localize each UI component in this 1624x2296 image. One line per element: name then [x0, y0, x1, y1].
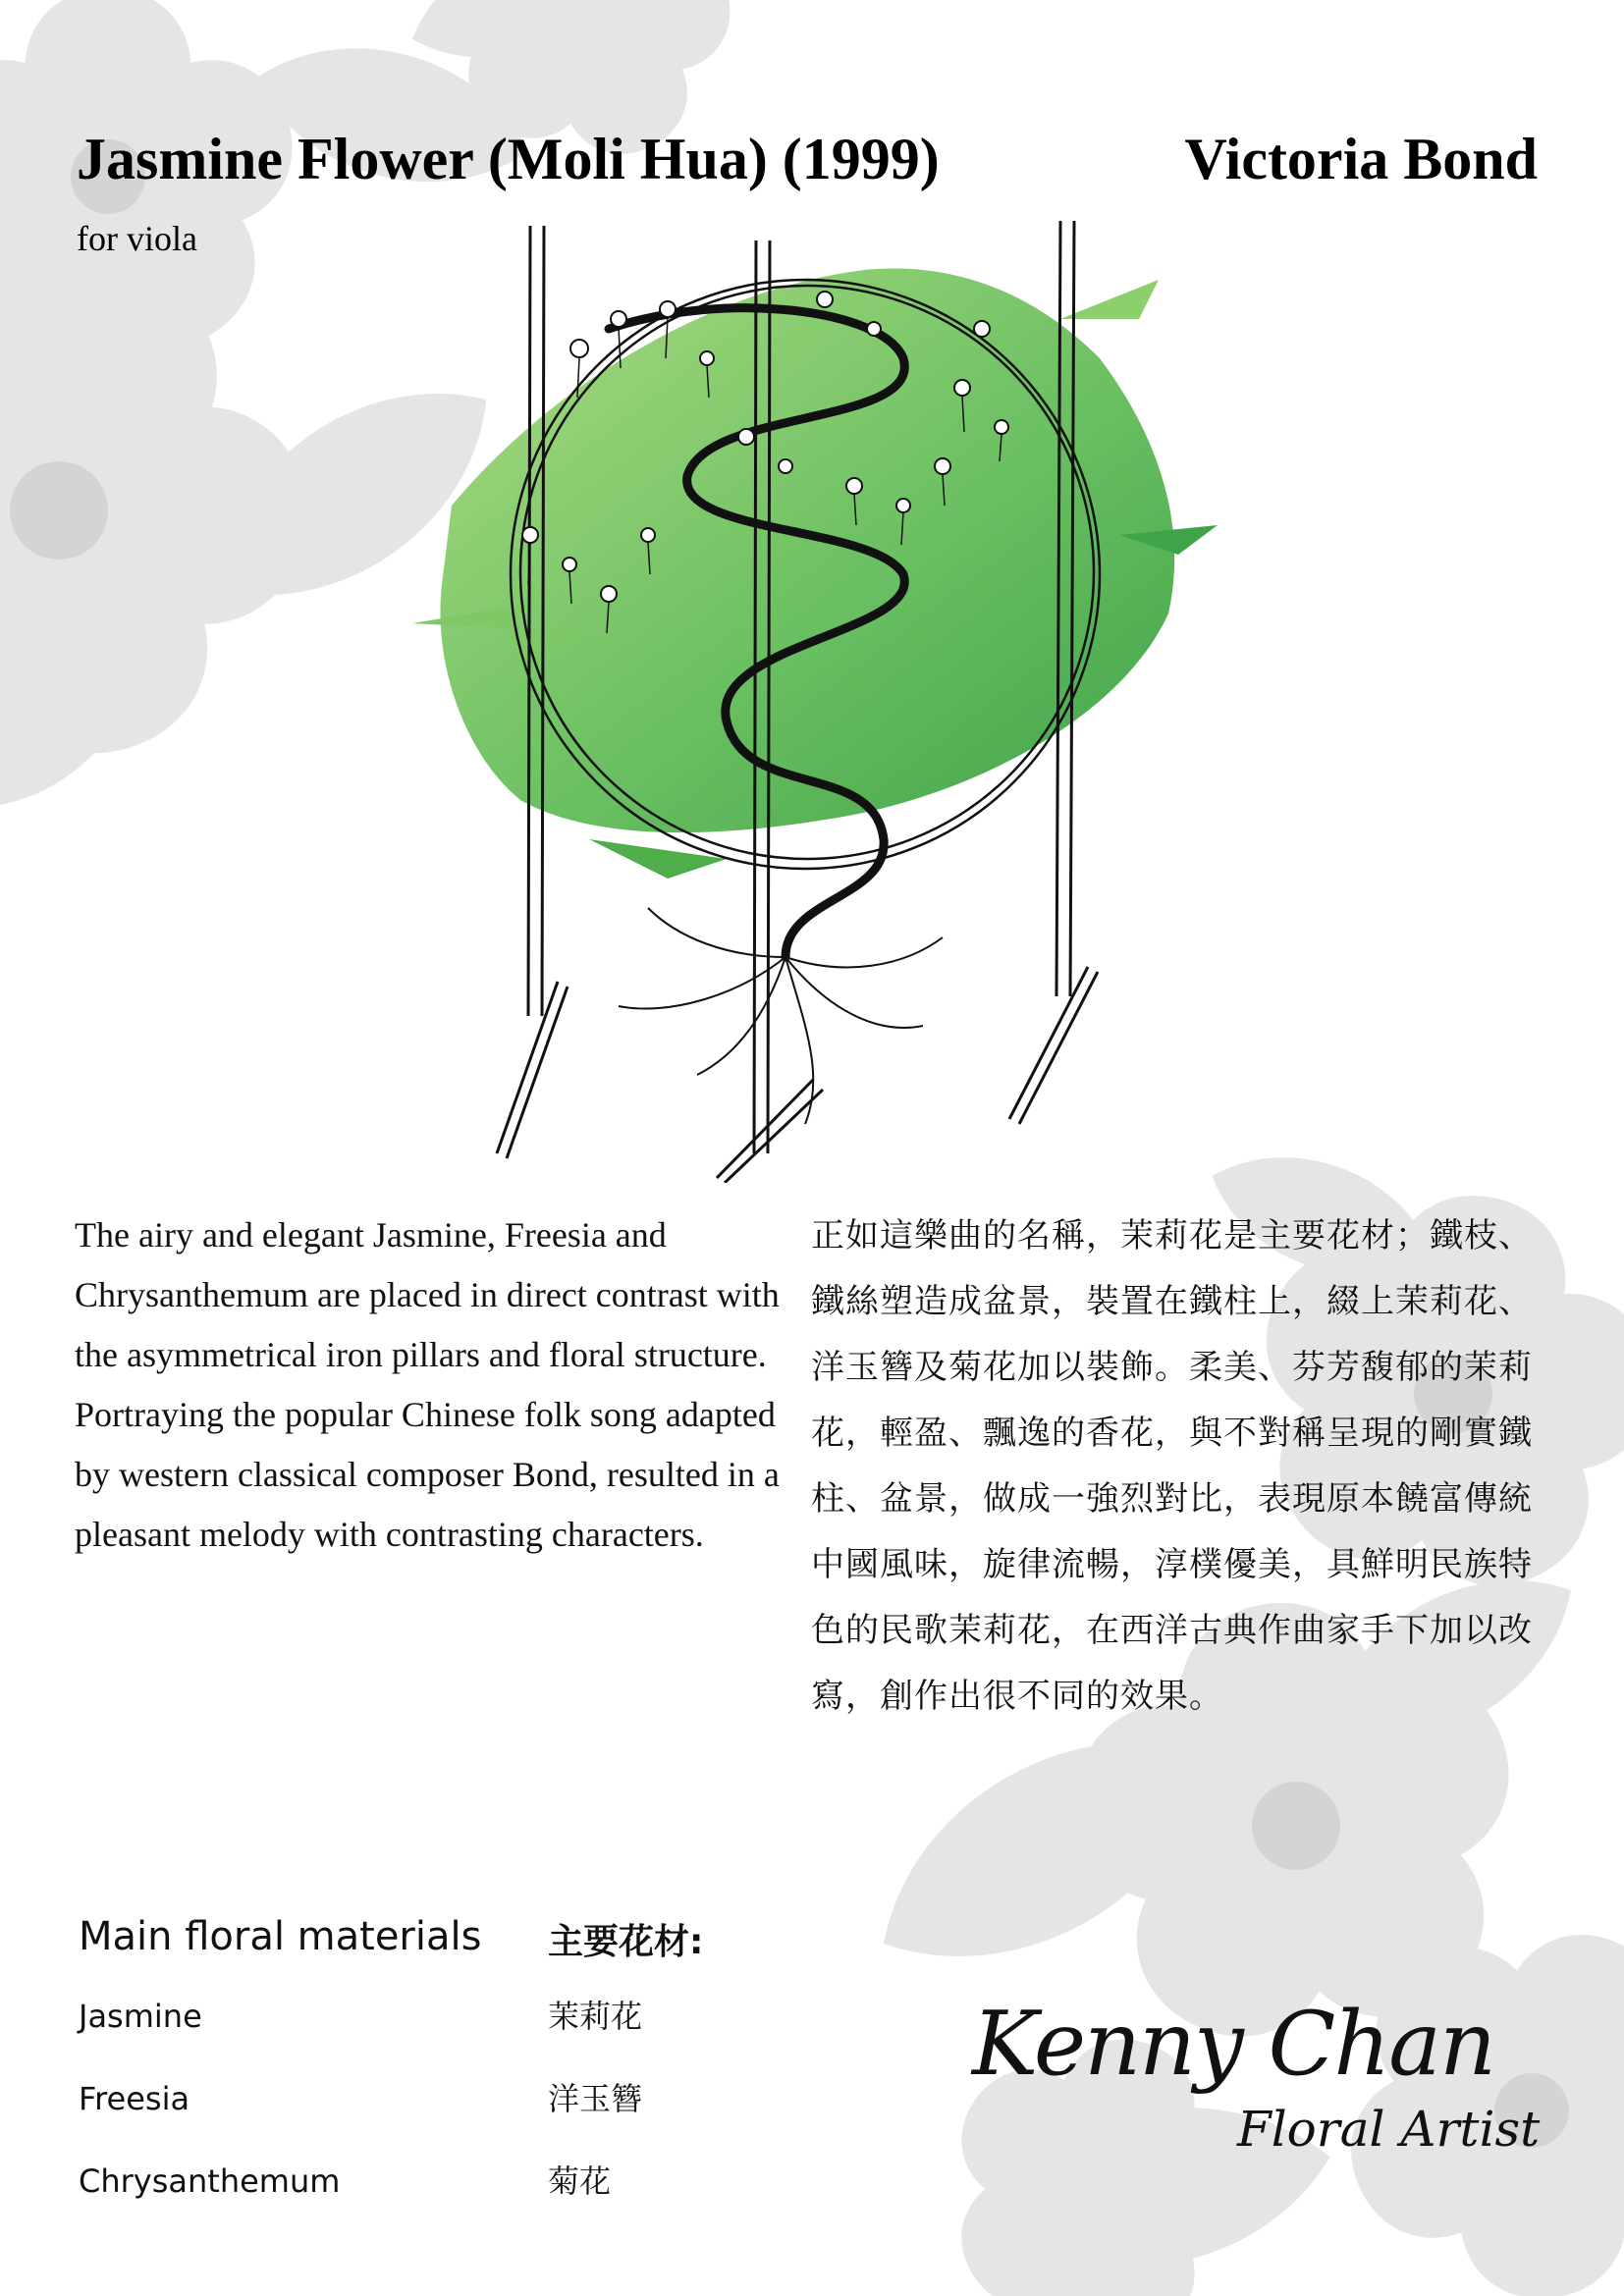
materials-heading-chinese: 主要花材:	[548, 1922, 704, 1962]
material-item-jasmine: Jasmine	[79, 1998, 202, 2035]
floral-design-illustration	[412, 211, 1276, 1183]
instrument-subtitle: for viola	[77, 219, 197, 258]
material-item-chrysanthemum: Chrysanthemum	[79, 2163, 341, 2200]
materials-list-chinese	[548, 1997, 642, 2244]
materials-heading-english: Main floral materials	[79, 1914, 482, 1959]
material-item-chrysanthemum-zh: 菊花	[548, 2163, 612, 2200]
page-title: Jasmine Flower (Moli Hua) (1999)	[77, 127, 940, 191]
material-item-jasmine-zh: 茉莉花	[548, 1998, 643, 2035]
signature-title: Floral Artist	[1237, 2101, 1541, 2158]
description-chinese: 正如這樂曲的名稱，茉莉花是主要花材；鐵枝、鐵絲塑造成盆景，裝置在鐵柱上，綴上茉莉花、洋玉簪及菊花加以裝飾。柔美、芬芳馥郁的茉莉花，輕盈、飄逸的香花，與不對稱呈現的剛實鐵柱、盆景，做成一強烈對比，表現原本饒富傳統中國風味，旋律流暢，淳樸優美，具鮮明民族特色的民歌茉莉花，在西洋古典作曲家手下加以改寫，創作出很不同的效果。	[811, 1216, 1533, 1716]
bonsai-roots	[619, 908, 943, 1124]
signature-name: Kenny Chan	[972, 1993, 1494, 2096]
description-english: The airy and elegant Jasmine, Freesia and Chrysanthemum are placed in direct contrast with the asymmetrical iron pillars and floral structure. Portraying the popular Chinese folk song adapted by western classical composer Bond, resulted in a pleasant melody with contrasting characters.	[75, 1215, 780, 1554]
materials-list-english	[79, 1997, 340, 2244]
artist-signature	[972, 1993, 1561, 2179]
material-item-freesia-zh: 洋玉簪	[548, 2080, 643, 2117]
material-item-freesia: Freesia	[79, 2080, 190, 2117]
composer-name: Victoria Bond	[1184, 127, 1538, 191]
green-brush-wash	[412, 268, 1218, 879]
